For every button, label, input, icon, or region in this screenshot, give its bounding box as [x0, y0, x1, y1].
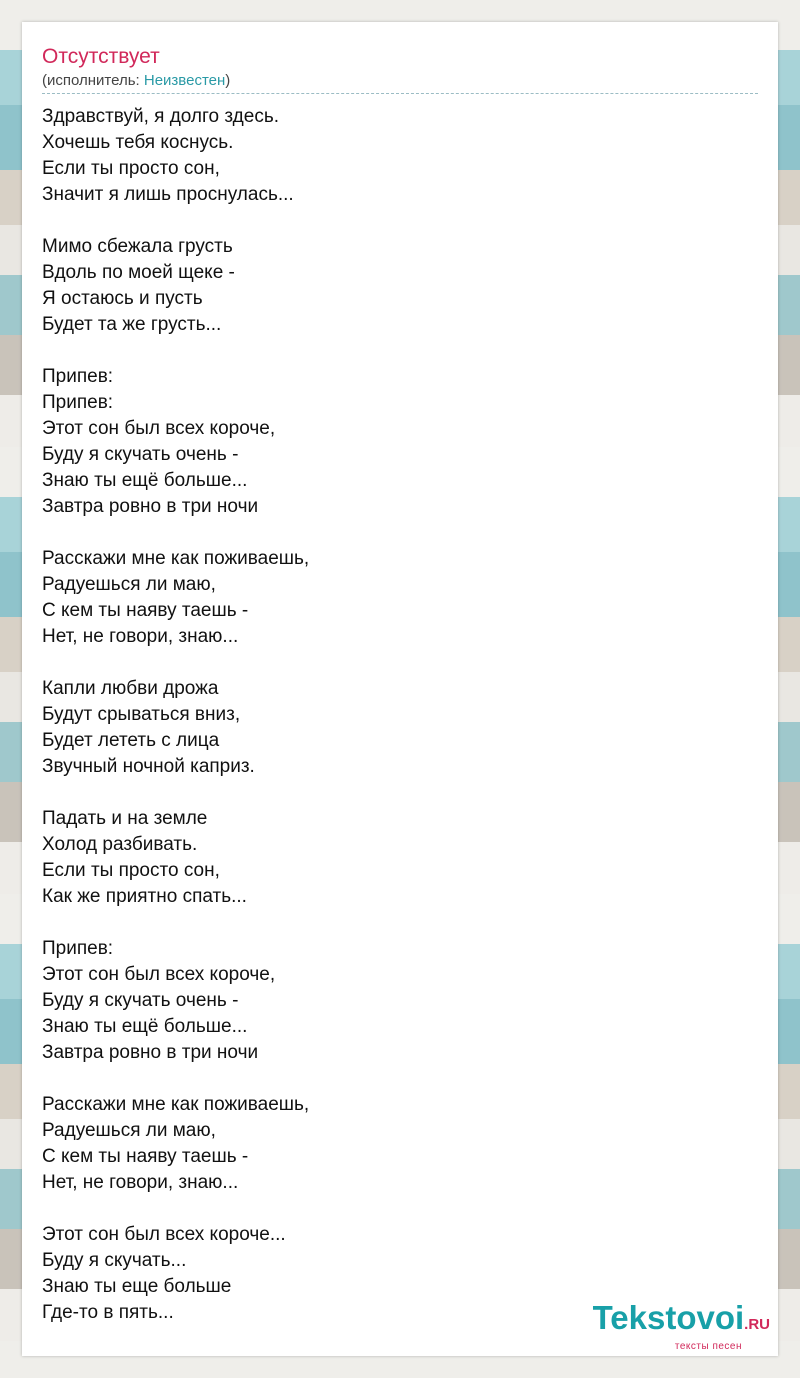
lyrics-blank-line	[42, 1066, 742, 1092]
lyrics-line: Завтра ровно в три ночи	[42, 1042, 259, 1063]
lyrics-blank-line	[42, 910, 742, 936]
lyrics-line: Здравствуй, я долго здесь.	[42, 106, 279, 127]
lyrics-line: Падать и на земле	[42, 808, 208, 829]
lyrics-line: Как же приятно спать...	[42, 886, 247, 907]
lyrics-line: Знаю ты ещё больше...	[42, 1016, 248, 1037]
lyrics-line: Буду я скучать...	[42, 1250, 187, 1271]
logo-name: Tekstovoi	[592, 1299, 745, 1336]
artist-prefix: (исполнитель:	[42, 72, 144, 89]
lyrics-line: Хочешь тебя коснусь.	[42, 132, 234, 153]
lyrics-line: Расскажи мне как поживаешь,	[42, 1094, 310, 1115]
lyrics-blank-line	[42, 1196, 742, 1222]
lyrics-blank-line	[42, 650, 742, 676]
lyrics-line: Нет, не говори, знаю...	[42, 626, 239, 647]
lyrics-line: Буду я скучать очень -	[42, 444, 239, 465]
lyrics-line: С кем ты наяву таешь -	[42, 1146, 249, 1167]
lyrics-line: С кем ты наяву таешь -	[42, 600, 249, 621]
lyrics-line: Этот сон был всех короче,	[42, 418, 276, 439]
lyrics-line: Припев:	[42, 938, 114, 959]
lyrics-line: Где-то в пять...	[42, 1302, 174, 1323]
logo-tagline: тексты песен	[674, 1341, 742, 1352]
artist-suffix: )	[225, 72, 231, 89]
lyrics-line: Этот сон был всех короче...	[42, 1224, 286, 1245]
lyrics-line: Я остаюсь и пусть	[42, 288, 203, 309]
lyrics-line: Завтра ровно в три ночи	[42, 496, 259, 517]
artist-line	[42, 72, 230, 90]
lyrics-body	[42, 104, 742, 1326]
lyrics-blank-line	[42, 208, 742, 234]
lyrics-line: Если ты просто сон,	[42, 860, 220, 881]
lyrics-line: Если ты просто сон,	[42, 158, 220, 179]
lyrics-line: Припев:	[42, 366, 114, 387]
site-logo[interactable]	[593, 1301, 770, 1352]
lyrics-line: Вдоль по моей щеке -	[42, 262, 235, 283]
lyrics-line: Буду я скучать очень -	[42, 990, 239, 1011]
lyrics-line: Припев:	[42, 392, 114, 413]
lyrics-line: Значит я лишь проснулась...	[42, 184, 294, 205]
lyrics-line: Звучный ночной каприз.	[42, 756, 255, 777]
lyrics-blank-line	[42, 520, 742, 546]
lyrics-line: Холод разбивать.	[42, 834, 198, 855]
lyrics-line: Будет та же грусть...	[42, 314, 222, 335]
title-divider	[42, 93, 758, 94]
lyrics-line: Радуешься ли маю,	[42, 574, 216, 595]
artist-link[interactable]: Неизвестен	[143, 72, 226, 89]
lyrics-line: Расскажи мне как поживаешь,	[42, 548, 310, 569]
lyrics-blank-line	[42, 338, 742, 364]
lyrics-line: Знаю ты еще больше	[42, 1276, 232, 1297]
lyrics-line: Этот сон был всех короче,	[42, 964, 276, 985]
lyrics-blank-line	[42, 780, 742, 806]
lyrics-line: Радуешься ли маю,	[42, 1120, 216, 1141]
logo-tld: .RU	[744, 1316, 770, 1333]
song-title: Отсутствует	[42, 45, 160, 68]
lyrics-card	[22, 22, 778, 1356]
lyrics-line: Будет лететь с лица	[42, 730, 220, 751]
lyrics-line: Нет, не говори, знаю...	[42, 1172, 239, 1193]
lyrics-line: Знаю ты ещё больше...	[42, 470, 248, 491]
lyrics-line: Будут срываться вниз,	[42, 704, 241, 725]
lyrics-line: Мимо сбежала грусть	[42, 236, 233, 257]
lyrics-line: Капли любви дрожа	[42, 678, 219, 699]
